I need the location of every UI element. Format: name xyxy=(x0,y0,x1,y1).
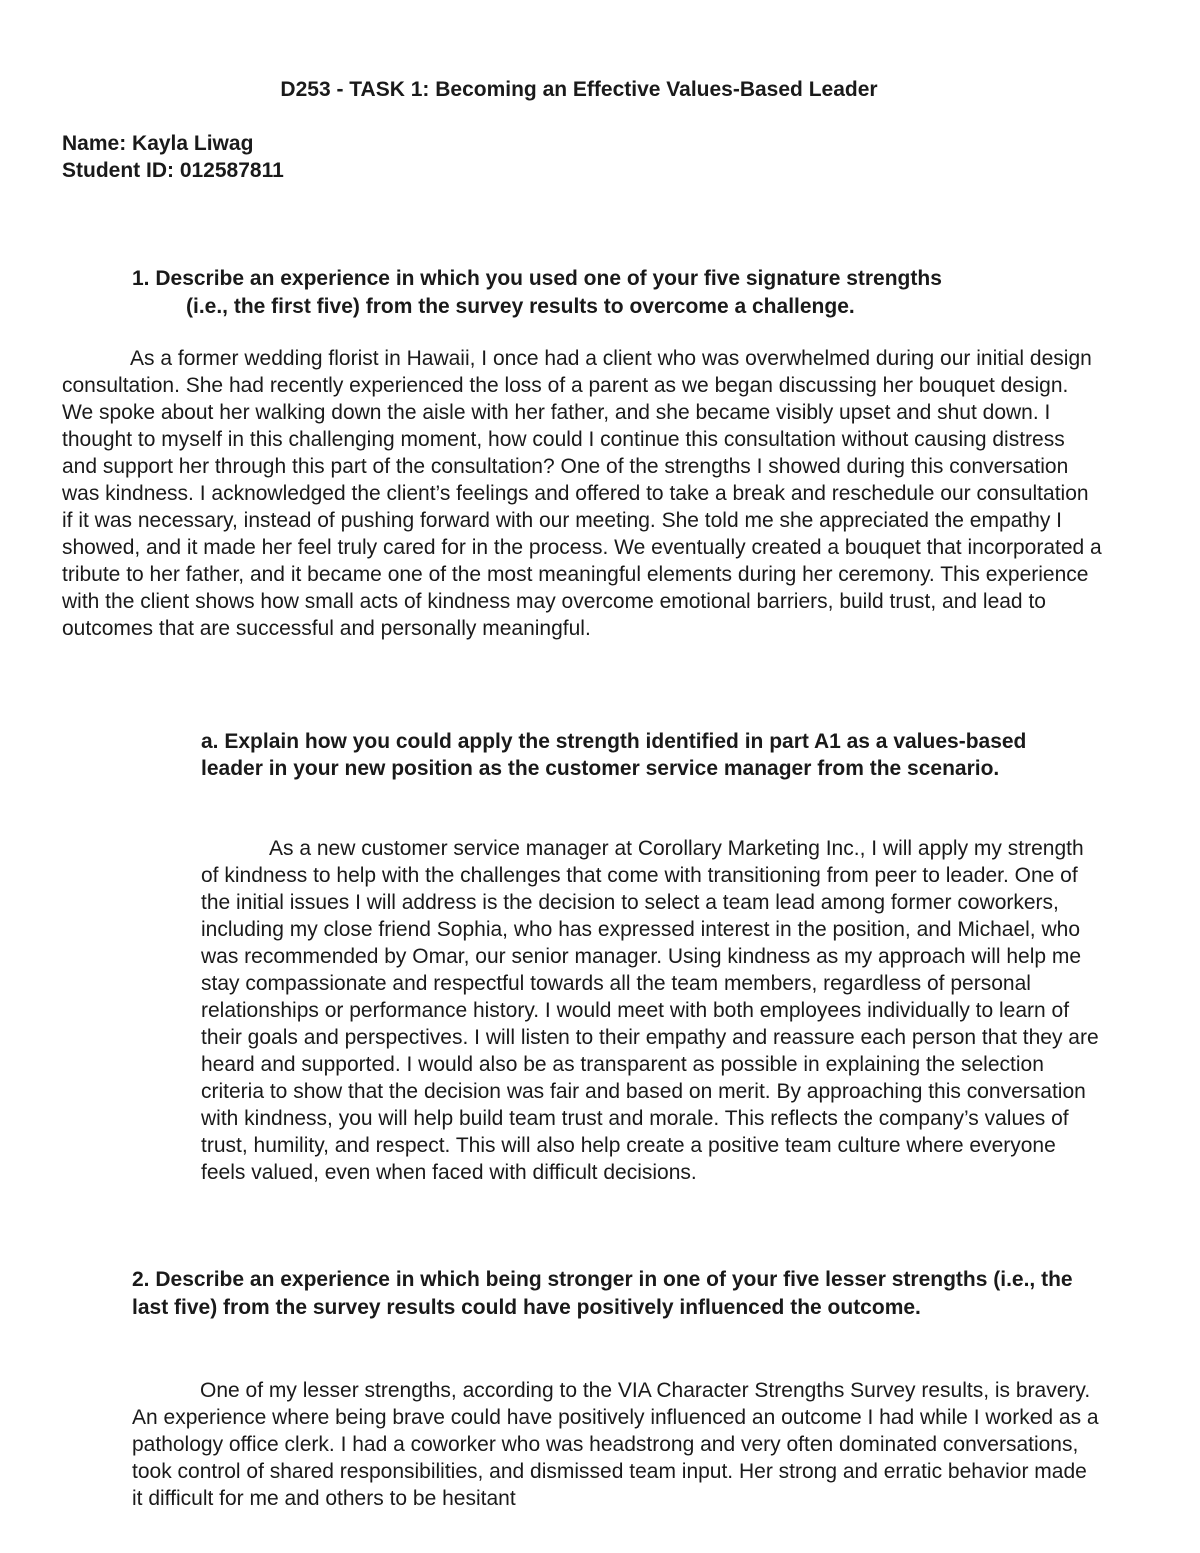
answer-1-text: As a former wedding florist in Hawaii, I once had a client who was overwhelmed during our initial design consultation. She had recently experienced the loss of a parent as we began discussing her bouquet design. We spoke about her walking down the aisle with her father, and she became visibly upset and shut down. I thought to myself in this challenging moment, how could I continue this consultation without causing distress and support her through this part of the consultation? One of the strengths I showed during this conversation was kindness. I acknowledged the client’s feelings and offered to take a break and reschedule our consultation if it was necessary, instead of pushing forward with our meeting. She told me she appreciated the empathy I showed, and it made her feel truly cared for in the process. We eventually created a bouquet that incorporated a tribute to her father, and it became one of the most meaningful elements during her ceremony. This experience with the client shows how small acts of kindness may overcome emotional barriers, build trust, and lead to outcomes that are successful and personally meaningful. xyxy=(62,347,1102,640)
document-title: D253 - TASK 1: Becoming an Effective Values-Based Leader xyxy=(280,78,878,101)
answer-1 xyxy=(62,345,1102,642)
question-1 xyxy=(132,265,1092,321)
answer-2 xyxy=(132,1377,1102,1512)
question-1-line-1: 1. Describe an experience in which you used one of your five signature strengths xyxy=(132,267,942,290)
answer-1a xyxy=(201,835,1101,1186)
question-1a: a. Explain how you could apply the strength identified in part A1 as a values-based leader in your new position as the customer service manager from the scenario. xyxy=(201,730,1027,780)
question-1-line-2: (i.e., the first five) from the survey results to overcome a challenge. xyxy=(186,295,855,318)
student-name: Name: Kayla Liwag xyxy=(62,132,254,155)
question-2: 2. Describe an experience in which being stronger in one of your five lesser strengths (i.e., the last five) from the survey results could have positively influenced the outcome. xyxy=(132,1268,1073,1319)
student-id: Student ID: 012587811 xyxy=(62,159,284,182)
answer-2-text: One of my lesser strengths, according to the VIA Character Strengths Survey results, is bravery. An experience where being brave could have positively influenced an outcome I had while I worked as a pathology office clerk. I had a coworker who was headstrong and very often dominated conversations, took control of shared responsibilities, and dismissed team input. Her strong and erratic behavior made it difficult for me and others to be hesitant xyxy=(132,1379,1099,1510)
answer-1a-text: As a new customer service manager at Corollary Marketing Inc., I will apply my strength of kindness to help with the challenges that come with transitioning from peer to leader. One of the initial issues I will address is the decision to select a team lead among former coworkers, including my close friend Sophia, who has expressed interest in the position, and Michael, who was recommended by Omar, our senior manager. Using kindness as my approach will help me stay compassionate and respectful towards all the team members, regardless of personal relationships or performance history. I would meet with both employees individually to learn of their goals and perspectives. I will listen to their empathy and reassure each person that they are heard and supported. I would also be as transparent as possible in explaining the selection criteria to show that the decision was fair and based on merit. By approaching this conversation with kindness, you will help build team trust and morale. This reflects the company’s values of trust, humility, and respect. This will also help create a positive team culture where everyone feels valued, even when faced with difficult decisions. xyxy=(201,837,1099,1184)
